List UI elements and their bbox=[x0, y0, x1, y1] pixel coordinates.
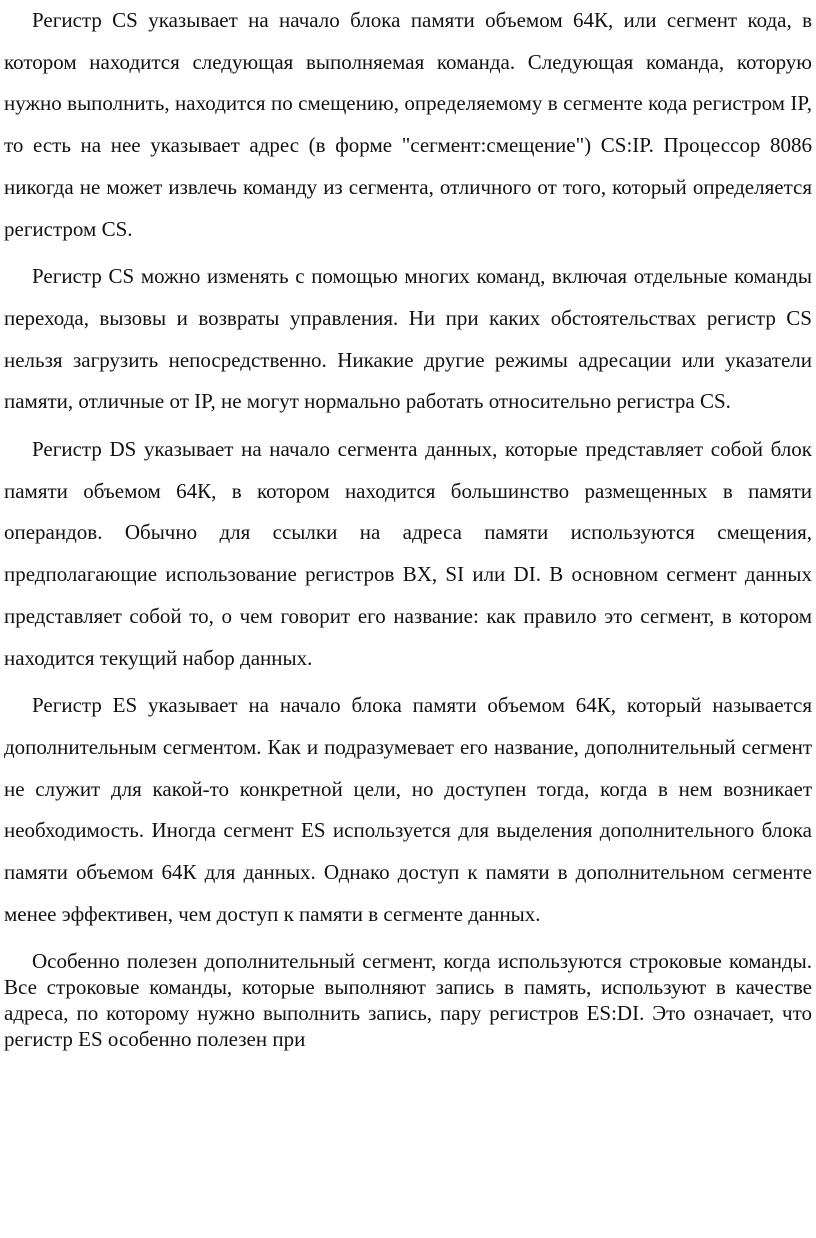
paragraph-cs-register: Регистр CS указывает на начало блока памяти объемом 64К, или сегмент кода, в котором находится следующая выполняемая команда. Следующая команда, которую нужно выполнить, находится по смещению, определяемому в сегменте кода регистром IP, то есть на нее указывает адрес (в форме "сегмент:смещение") CS:IP. Процессор 8086 никогда не может извлечь команду из сегмента, отличного от того, который определяется регистром CS. bbox=[4, 8, 812, 241]
paragraph-es-register: Регистр ES указывает на начало блока памяти объемом 64К, который называется дополнительным сегментом. Как и подразумевает его название, дополнительный сегмент не служит для какой-то конкретной цели, но доступен тогда, когда в нем возникает необходимость. Иногда сегмент ES используется для выделения дополнительного блока памяти объемом 64К для данных. Однако доступ к памяти в дополнительном сегменте менее эффективен, чем доступ к памяти в сегменте данных. bbox=[4, 693, 812, 926]
paragraph-ds-register: Регистр DS указывает на начало сегмента данных, которые представляет собой блок памяти объемом 64К, в котором находится большинство размещенных в памяти операндов. Обычно для ссылки на адреса памяти используются смещения, предполагающие использование регистров BX, SI или DI. В основном сегмент данных представляет собой то, о чем говорит его название: как правило это сегмент, в котором находится текущий набор данных. bbox=[4, 437, 812, 670]
paragraph-cs-modification: Регистр CS можно изменять с помощью многих команд, включая отдельные команды перехода, вызовы и возвраты управления. Ни при каких обстоятельствах регистр CS нельзя загрузить непосредственно. Никакие другие режимы адресации или указатели памяти, отличные от IP, не могут нормально работать относительно регистра CS. bbox=[4, 264, 812, 414]
paragraph-string-commands: Особенно полезен дополнительный сегмент, когда используются строковые команды. Все строковые команды, которые выполняют запись в память, используют в качестве адреса, по которому нужно выполнить запись, пару регистров ES:DI. Это означает, что регистр ES особенно полезен при bbox=[4, 949, 812, 1051]
